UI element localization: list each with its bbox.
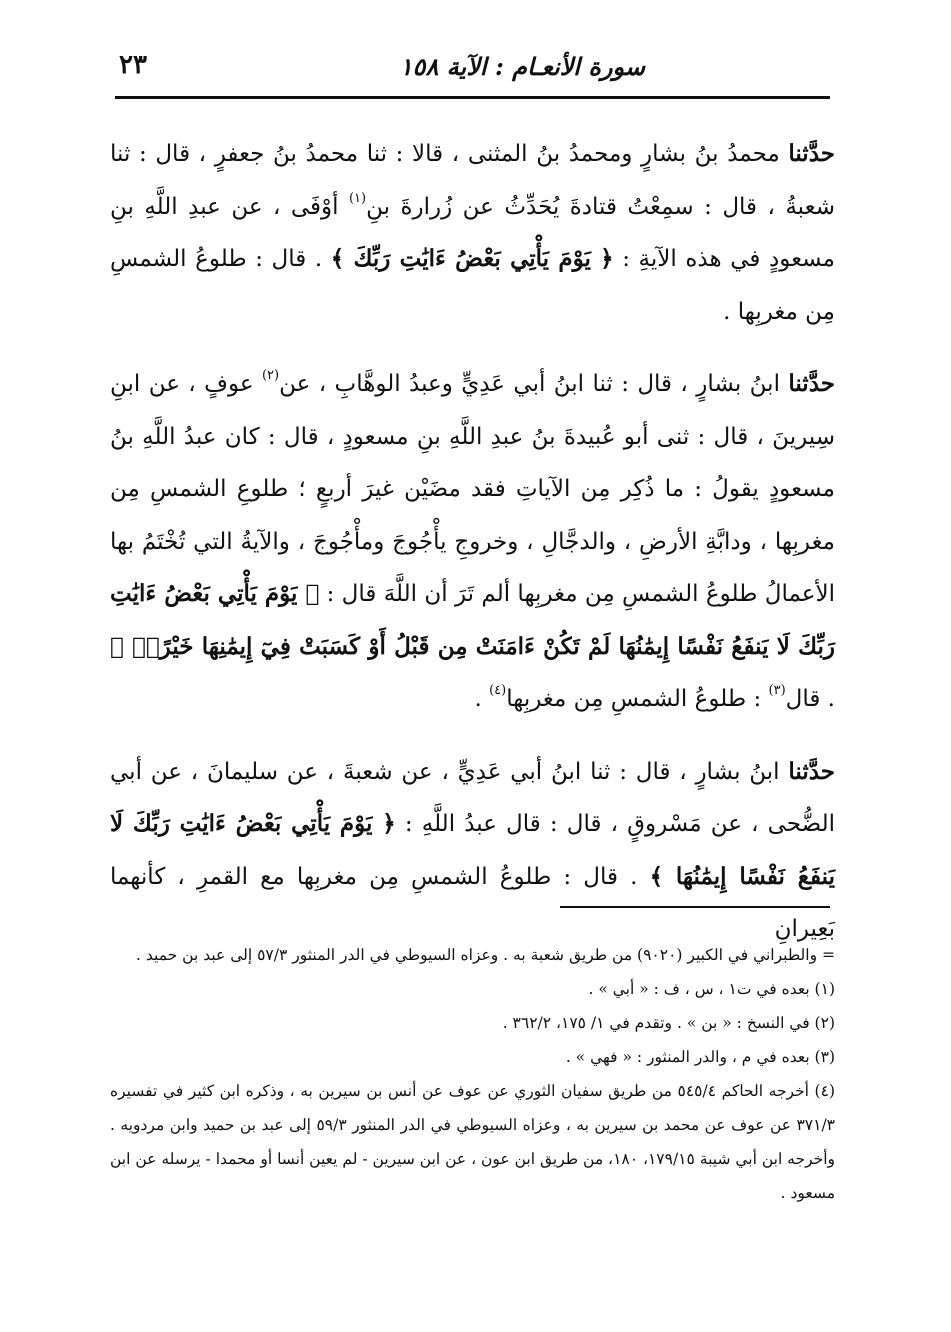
paragraph-content <box>110 368 835 712</box>
text-run: . <box>474 686 490 712</box>
text-run: ابنُ بشارٍ ، قال : ثنا ابنُ أبي عَدِيٍّ وعبدُ الوهَّابِ ، عن <box>279 371 780 397</box>
footnote-ref: (٢) <box>261 368 280 383</box>
footnote-2: (٢) في النسخ : « بن » . وتقدم في ١/ ١٧٥، ٣٦٢/٢ . <box>502 1014 835 1032</box>
footnote-ref: (١) <box>348 190 367 206</box>
page-number: ٢٣ <box>119 50 147 80</box>
text-run: . قال : طلوعُ الشمسِ مِن مغربِها . <box>110 246 835 325</box>
footnote-continuation: = والطبراني في الكبير (٩٠٢٠) من طريق شعبة به . وعزاه السيوطي في الدر المنثور ٥٧/٣ إلى عبد بن حميد . <box>136 946 835 964</box>
footnote-separator <box>560 906 830 908</box>
footnote-ref: (٤) <box>489 683 507 698</box>
quran-verse: ﴿ يَوْمَ يَأْتِي بَعْضُ ءَايَٰتِ رَبِّكَ لَا يَنفَعُ نَفْسًا إِيمَٰنُهَا لَمْ تَكُنْ ءَامَنَتْ مِن قَبْلُ أَوْ كَسَبَتْ فِيٓ إِيمَٰنِهَا خَيْرًاۗ ﴾ <box>110 580 835 660</box>
paragraph-lead: حدَّثنا <box>788 370 835 397</box>
paragraph-content <box>110 759 835 943</box>
text-run: . قال : طلوعُ الشمسِ مِن مغربِها مع القمرِ ، كأنهما بَعِيرانِ <box>110 863 835 942</box>
main-text <box>110 128 835 976</box>
quran-verse: ﴿ يَوْمَ يَأْتِي بَعْضُ ءَايَٰتِ رَبِّكَ لَا يَنفَعُ نَفْسًا إِيمَٰنُهَا ﴾ <box>110 810 835 890</box>
hadith-paragraph <box>110 746 835 956</box>
text-run: . قال <box>785 686 835 712</box>
footnote-1: (١) بعده في ت١ ، س ، ف : « أبي » . <box>588 980 835 998</box>
quran-verse: ﴿ يَوْمَ يَأْتِي بَعْضُ ءَايَٰتِ رَبِّكَ ﴾ <box>330 245 614 272</box>
hadith-paragraph <box>110 128 835 338</box>
text-run: : طلوعُ الشمسِ مِن مغربِها <box>506 686 769 712</box>
paragraph-lead: حدَّثنا <box>788 140 835 167</box>
hadith-paragraph <box>110 358 835 726</box>
text-run: محمدُ بنُ بشارٍ ومحمدُ بنُ المثنى ، قالا : ثنا محمدُ بنُ جعفرٍ ، قال : ثنا شعبةُ ، قال : سمِعْتُ قتادةَ يُحَدِّثُ عن زُرارةَ بنِ <box>110 141 835 220</box>
text-run: أوْفَى ، عن عبدِ اللَّهِ بنِ مسعودٍ في هذه الآيةِ : <box>110 193 836 272</box>
paragraph-content <box>110 141 835 325</box>
footnote-ref: (٣) <box>768 683 786 698</box>
text-run: عوفٍ ، عن ابنِ سِيرينَ ، قال : ثنى أبو عُبيدةَ بنُ عبدِ اللَّهِ بنِ مسعودٍ ، قال : كان عبدُ اللَّهِ بنُ مسعودٍ يقولُ : ما ذُكِر مِن الآياتِ فقد مضَيْن غيرَ أربعٍ ؛ طلوعِ الشمسِ مِن مغربِها ، ودابَّةِ الأرضِ ، والدجَّالِ ، وخروجِ يأْجُوجَ ومأْجُوجَ ، والآيةُ التي تُخْتَمُ بها الأعمالُ طلوعُ الشمسِ مِن مغربِها ألم تَرَ أن اللَّهَ قال : <box>110 371 835 607</box>
footnote-4: (٤) أخرجه الحاكم ٥٤٥/٤ من طريق سفيان الثوري عن عوف عن أنس بن سيرين به ، وذكره ابن كثير في تفسيره ٣٧١/٣ عن عوف عن محمد بن سيرين به ، وعزاه السيوطي في الدر المنثور ٥٩/٣ إلى عبد بن حميد وابن مردويه . وأخرجه ابن أبي شيبة ١٧٩/١٥، ١٨٠، من طريق ابن عون ، عن ابن سيرين - لم يعين أنسا أو محمدا - يرسله عن ابن مسعود . <box>110 1082 835 1202</box>
footnote-3: (٣) بعده في م ، والدر المنثور : « فهي » . <box>565 1048 835 1066</box>
footnotes <box>110 938 835 1210</box>
text-run: ابنُ بشارٍ ، قال : ثنا ابنُ أبي عَدِيٍّ ، عن شعبةَ ، عن سليمانَ ، عن أبي الضُّحى ، عن مَسْروقٍ ، قال : قال عبدُ اللَّهِ : <box>110 758 835 837</box>
header-rule <box>115 96 830 99</box>
paragraph-lead: حدَّثنا <box>788 757 836 785</box>
running-header <box>115 48 830 96</box>
header-title: سورة الأنعـام : الآية ١٥٨ <box>399 52 645 81</box>
